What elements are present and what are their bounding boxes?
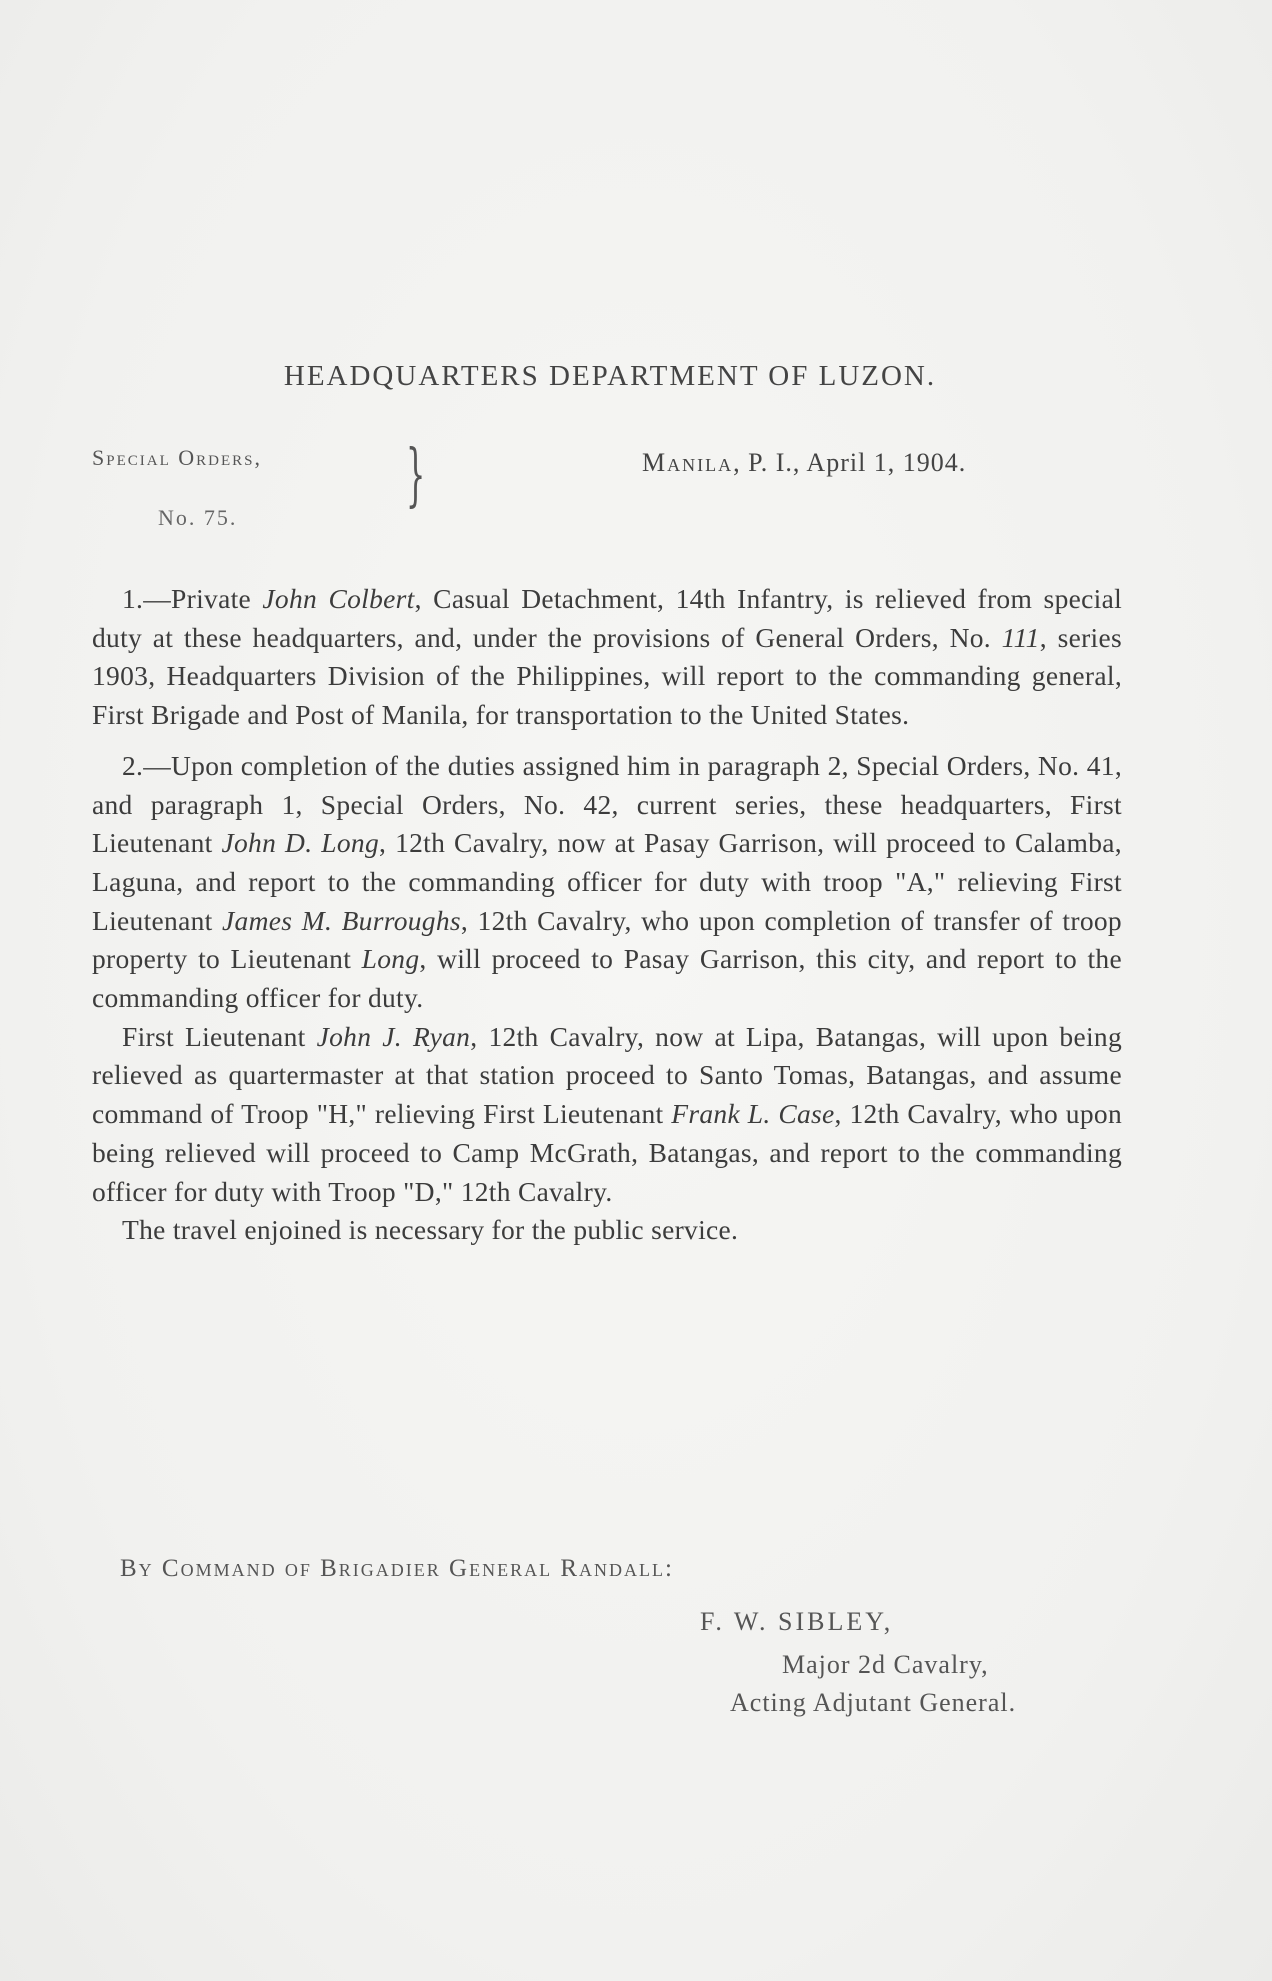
- person-name: John D. Long: [221, 827, 379, 859]
- paragraph-2-text-c: , 12th Cavalry, who upon completion of transfer of troop property to Lieutenant: [92, 904, 1122, 975]
- signer-name: F. W. SIBLEY,: [700, 1607, 894, 1636]
- paragraph-3-text-b: , 12th Cavalry, now at Lipa, Batangas, will upon being relieved as quartermaster at that station proceed to Santo Tomas, Batangas, and assume command of Troop "H," relieving First Lieutenant: [92, 1020, 1123, 1130]
- paragraph-4: The travel enjoined is necessary for the public service.: [122, 1214, 739, 1246]
- orders-body: [92, 580, 1122, 1250]
- person-name: Long: [361, 943, 420, 975]
- special-orders-number: No. 75.: [158, 505, 238, 530]
- date-text: , P. I., April 1, 1904.: [733, 448, 967, 477]
- paragraph-1: [92, 580, 1122, 735]
- paragraph-1-text-b: , Casual Detachment, 14th Infantry, is relieved from special duty at these headquarters, and, under the provisions of General Orders, No.: [92, 583, 1123, 653]
- place-and-date: [642, 448, 966, 478]
- signer-title: Acting Adjutant General.: [730, 1688, 1017, 1717]
- command-line: By Command of Brigadier General Randall:: [120, 1555, 674, 1582]
- brace-glyph: }: [405, 436, 426, 515]
- document-heading: HEADQUARTERS DEPARTMENT OF LUZON.: [283, 360, 937, 392]
- order-number: 111: [1001, 621, 1040, 653]
- paragraph-2: [92, 747, 1122, 1018]
- paragraph-3: [92, 1018, 1122, 1212]
- person-name: John Colbert: [262, 583, 415, 614]
- place-name: Manila: [642, 448, 734, 477]
- paragraph-2-text-a: 2.—Upon completion of the duties assigned him in paragraph 2, Special Orders, No. 41, and paragraph 1, Special Orders, No. 42, current series, these headquarters, First Lieutenant: [92, 749, 1122, 859]
- person-name: Frank L. Case: [671, 1098, 835, 1130]
- paragraph-3-text-c: , 12th Cavalry, who upon being relieved will proceed to Camp McGrath, Batangas, and report to the commanding officer for duty with Troop "D," 12th Cavalry.: [92, 1098, 1122, 1207]
- paragraph-1-text-a: 1.—Private: [122, 583, 263, 614]
- paragraph-2-text-d: , will proceed to Pasay Garrison, this city, and report to the commanding officer for duty.: [92, 943, 1122, 1014]
- paragraph-1-text-c: , series 1903, Headquarters Division of the Philippines, will report to the commanding general, First Brigade and Post of Manila, for transportation to the United States.: [92, 621, 1122, 731]
- paragraph-2-text-b: , 12th Cavalry, now at Pasay Garrison, will proceed to Calamba, Laguna, and report to the commanding officer for duty with troop "A," relieving First Lieutenant: [92, 827, 1122, 936]
- paragraph-3-text-a: First Lieutenant: [122, 1020, 317, 1052]
- signer-rank: Major 2d Cavalry,: [782, 1650, 989, 1679]
- person-name: John J. Ryan: [316, 1020, 471, 1052]
- person-name: James M. Burroughs: [222, 904, 461, 936]
- special-orders-label: Special Orders,: [92, 445, 262, 470]
